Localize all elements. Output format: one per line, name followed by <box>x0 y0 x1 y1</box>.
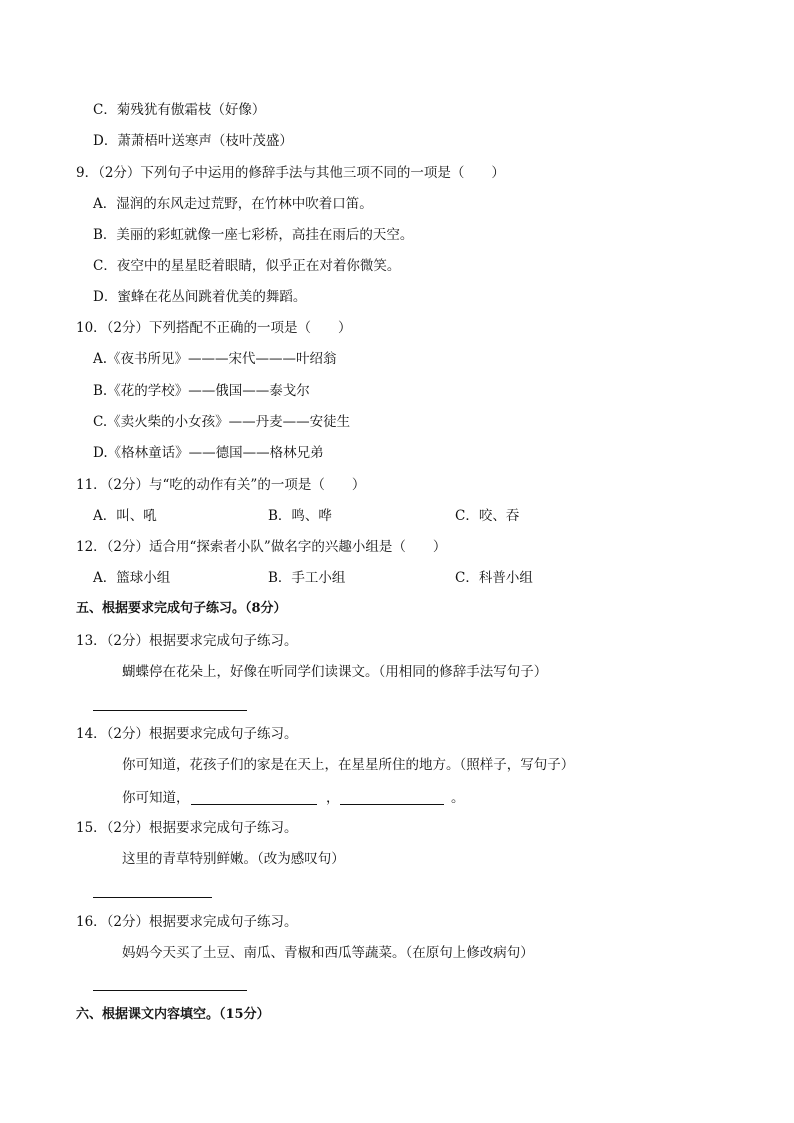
q12-option-c: C．科普小组 <box>455 570 533 586</box>
q10-option-d: D.《格林童话》——德国——格林兄弟 <box>93 445 324 461</box>
q13-sentence: 蝴蝶停在花朵上，好像在听同学们读课文。（用相同的修辞手法写句子） <box>122 664 548 680</box>
q14-stem: 14．（2分）根据要求完成句子练习。 <box>76 726 298 742</box>
section-6-heading: 六、根据课文内容填空。（15分） <box>76 1007 270 1022</box>
q12-stem: 12．（2分）适合用“探索者小队”做名字的兴趣小组是（ ） <box>76 539 447 555</box>
q9-option-d: D．蜜蜂在花丛间跳着优美的舞蹈。 <box>93 289 307 305</box>
q10-stem: 10．（2分）下列搭配不正确的一项是（ ） <box>76 320 352 336</box>
q14-sentence: 你可知道，花孩子们的家是在天上，在星星所住的地方。（照样子，写句子） <box>122 757 575 773</box>
q13-stem: 13．（2分）根据要求完成句子练习。 <box>76 633 298 649</box>
q15-stem: 15．（2分）根据要求完成句子练习。 <box>76 820 298 836</box>
q14-answer-blank-1[interactable] <box>191 804 317 805</box>
q11-option-b: B．鸣、哗 <box>268 508 332 524</box>
q12-option-b: B．手工小组 <box>268 570 346 586</box>
q8-option-c: C．菊残犹有傲霜枝（好像） <box>93 102 266 118</box>
q11-option-c: C．咬、吞 <box>455 508 520 524</box>
q9-option-a: A．湿润的东风走过荒野，在竹林中吹着口笛。 <box>93 196 373 212</box>
q11-option-a: A．叫、吼 <box>93 508 157 524</box>
q11-stem: 11．（2分）与“吃的动作有关”的一项是（ ） <box>76 477 366 493</box>
q10-option-a: A.《夜书所见》———宋代———叶绍翁 <box>93 351 337 367</box>
q8-option-d: D．萧萧梧叶送寒声（枝叶茂盛） <box>93 133 293 149</box>
q10-option-c: C.《卖火柴的小女孩》——丹麦——安徒生 <box>93 414 351 430</box>
q12-option-a: A．篮球小组 <box>93 570 171 586</box>
q9-stem: 9．（2分）下列句子中运用的修辞手法与其他三项不同的一项是（ ） <box>76 165 505 181</box>
q14-comma: ， <box>326 790 340 806</box>
q10-option-b: B.《花的学校》——俄国——泰戈尔 <box>93 383 310 399</box>
q14-period: 。 <box>451 790 465 806</box>
q16-stem: 16．（2分）根据要求完成句子练习。 <box>76 914 298 930</box>
q9-option-b: B．美丽的彩虹就像一座七彩桥，高挂在雨后的天空。 <box>93 227 414 243</box>
q14-answer-blank-2[interactable] <box>340 804 444 805</box>
q13-answer-blank[interactable] <box>93 710 247 711</box>
q15-answer-blank[interactable] <box>93 897 212 898</box>
q16-answer-blank[interactable] <box>93 990 247 991</box>
q14-prompt: 你可知道， <box>122 790 190 806</box>
q16-sentence: 妈妈今天买了土豆、南瓜、青椒和西瓜等蔬菜。（在原句上修改病句） <box>122 945 534 961</box>
q9-option-c: C．夜空中的星星眨着眼睛，似乎正在对着你微笑。 <box>93 258 401 274</box>
q15-sentence: 这里的青草特别鲜嫩。（改为感叹句） <box>122 851 345 867</box>
section-5-heading: 五、根据要求完成句子练习。（8分） <box>76 601 287 616</box>
